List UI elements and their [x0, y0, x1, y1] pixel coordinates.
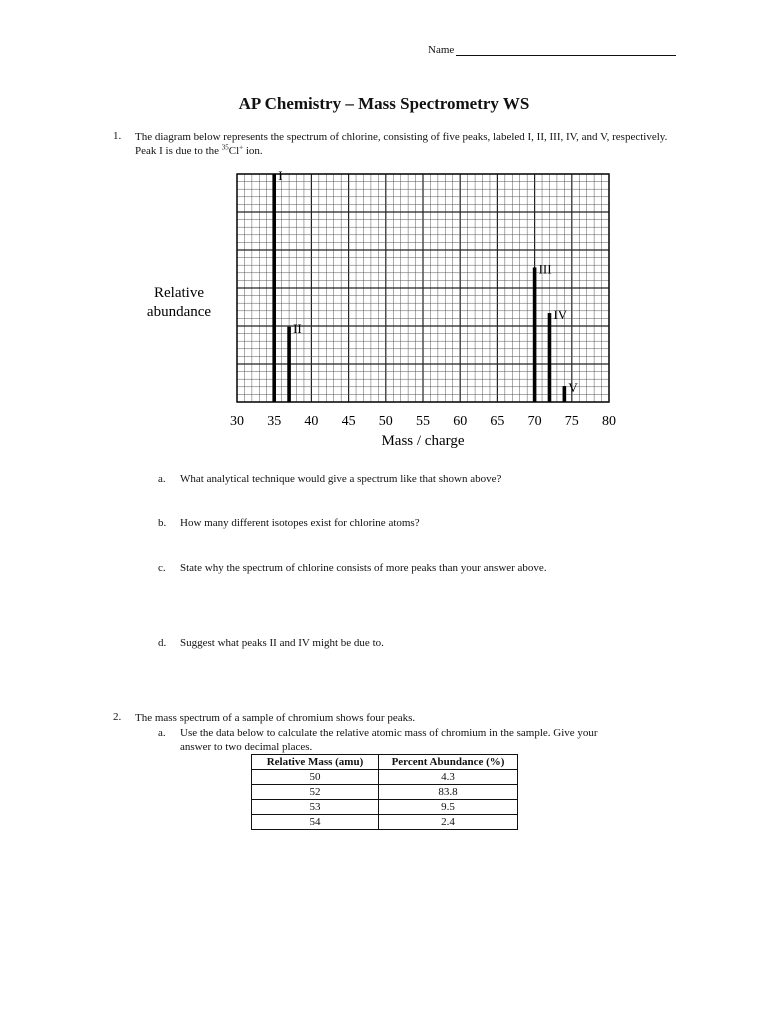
q1b-letter: b.: [158, 517, 167, 529]
page-title: AP Chemistry – Mass Spectrometry WS: [238, 94, 530, 113]
table-row: [252, 800, 518, 815]
q2-text: The mass spectrum of a sample of chromium shows four peaks.: [135, 712, 416, 724]
q2-number: 2.: [113, 711, 122, 723]
x-tick-label: 45: [341, 414, 356, 429]
chart-ylabel-line2: abundance: [146, 304, 212, 320]
name-field[interactable]: [428, 44, 676, 56]
x-tick-label: 55: [416, 414, 430, 429]
x-tick-label: 75: [564, 414, 579, 429]
chart-x-ticks: [230, 414, 616, 429]
table-header-abundance: Percent Abundance (%): [379, 755, 518, 770]
q1-isotope-mass: 35: [221, 143, 229, 152]
x-tick-label: 50: [378, 414, 393, 429]
q1-text-part1: The diagram below represents the spectrum of chlorine, consisting of five peaks, labeled I, II, III, IV, and V, respectively. Peak I is due to the: [135, 131, 668, 157]
table-cell-abundance: 83.8: [379, 785, 518, 800]
chlorine-mass-spectrum-chart: [140, 160, 630, 455]
chart-ylabel-line1: Relative: [154, 285, 204, 301]
q1-number: 1.: [113, 130, 122, 142]
peak-bar-IV: [548, 313, 552, 402]
q1c-text: State why the spectrum of chlorine consists of more peaks than your answer above.: [180, 562, 547, 574]
table-row: [252, 770, 518, 785]
q1b-text: How many different isotopes exist for chlorine atoms?: [180, 517, 420, 529]
q2a-letter: a.: [158, 727, 166, 739]
q1-isotope-symbol: Cl: [228, 145, 240, 157]
table-cell-abundance: 2.4: [379, 815, 518, 830]
chromium-data-table: [251, 754, 518, 830]
q1-text-part2: ion.: [243, 145, 263, 157]
x-tick-label: 40: [304, 414, 319, 429]
table-cell-mass: 52: [252, 785, 379, 800]
peak-label-V: V: [568, 380, 578, 396]
table-row: [252, 815, 518, 830]
peak-bar-III: [533, 267, 537, 402]
table-row: [252, 785, 518, 800]
table-cell-mass: 53: [252, 800, 379, 815]
q1d-text: Suggest what peaks II and IV might be due to.: [180, 637, 384, 649]
q1a-text: What analytical technique would give a spectrum like that shown above?: [180, 473, 502, 485]
x-tick-label: 80: [602, 414, 616, 429]
q2a-line1: Use the data below to calculate the relative atomic mass of chromium in the sample. Give your: [180, 727, 598, 739]
q1c-letter: c.: [158, 562, 166, 574]
name-label: Name: [428, 44, 455, 56]
q2a-line2: answer to two decimal places.: [180, 741, 313, 753]
peak-label-II: II: [293, 320, 302, 336]
table-header-row: [252, 755, 518, 770]
name-blank-line[interactable]: [456, 44, 676, 56]
table-cell-abundance: 4.3: [379, 770, 518, 785]
q1a-letter: a.: [158, 473, 166, 485]
q1-ion-charge: +: [239, 143, 244, 152]
table-cell-mass: 54: [252, 815, 379, 830]
peak-label-I: I: [278, 168, 283, 183]
x-tick-label: 70: [527, 414, 542, 429]
q1d-letter: d.: [158, 637, 167, 649]
q1-text: [135, 130, 675, 158]
table-header-mass: Relative Mass (amu): [252, 755, 379, 770]
peak-bar-I: [272, 174, 276, 402]
peak-bar-II: [287, 327, 291, 402]
x-tick-label: 60: [453, 414, 468, 429]
chart-xlabel: Mass / charge: [381, 433, 465, 449]
peak-label-III: III: [538, 261, 552, 277]
peak-label-IV: IV: [553, 307, 568, 323]
peak-bar-V: [563, 386, 567, 402]
x-tick-label: 35: [267, 414, 282, 429]
x-tick-label: 65: [490, 414, 505, 429]
chart-grid: [237, 174, 609, 402]
table-cell-abundance: 9.5: [379, 800, 518, 815]
table-cell-mass: 50: [252, 770, 379, 785]
x-tick-label: 30: [230, 414, 244, 429]
